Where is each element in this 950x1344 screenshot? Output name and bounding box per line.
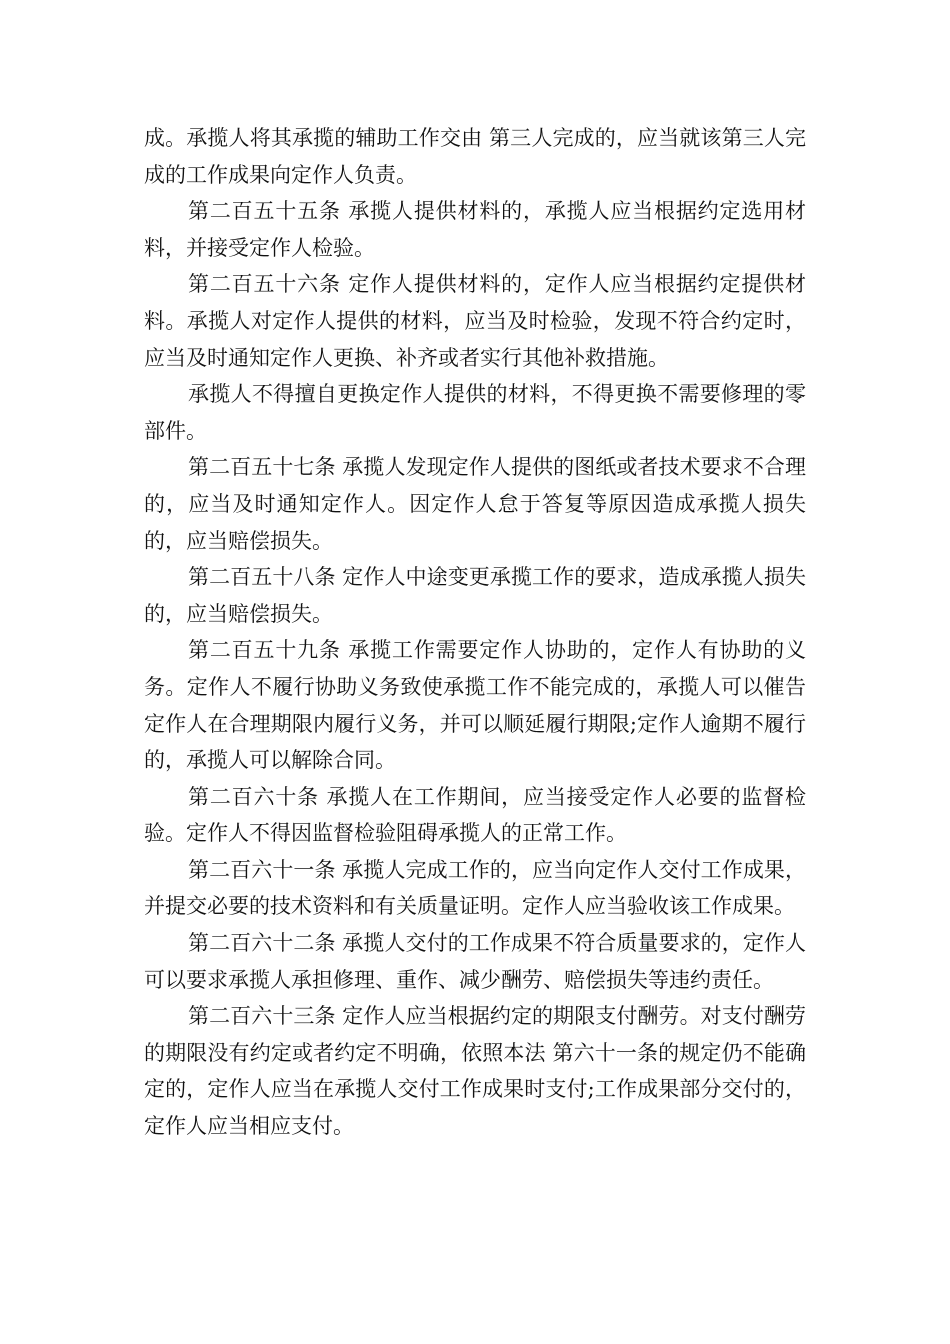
paragraph-continuation: 成。承揽人将其承揽的辅助工作交由 第三人完成的，应当就该第三人完成的工作成果向定作人负责。	[144, 126, 806, 187]
paragraph-article-257: 第二百五十七条 承揽人发现定作人提供的图纸或者技术要求不合理的，应当及时通知定作人。因定作人怠于答复等原因造成承揽人损失的，应当赔偿损失。	[144, 455, 806, 553]
document-page	[144, 120, 806, 1145]
paragraph-article-259: 第二百五十九条 承揽工作需要定作人协助的，定作人有协助的义务。定作人不履行协助义务致使承揽工作不能完成的，承揽人可以催告定作人在合理期限内履行义务，并可以顺延履行期限;定作人逾期不履行的，承揽人可以解除合同。	[144, 638, 806, 773]
paragraph-article-258: 第二百五十八条 定作人中途变更承揽工作的要求，造成承揽人损失的，应当赔偿损失。	[144, 565, 806, 626]
paragraph-article-261: 第二百六十一条 承揽人完成工作的，应当向定作人交付工作成果，并提交必要的技术资料和有关质量证明。定作人应当验收该工作成果。	[144, 857, 806, 919]
paragraph-article-256-clause: 承揽人不得擅自更换定作人提供的材料，不得更换不需要修理的零部件。	[144, 382, 806, 443]
paragraph-article-255: 第二百五十五条 承揽人提供材料的，承揽人应当根据约定选用材料，并接受定作人检验。	[144, 199, 806, 260]
paragraph-article-263: 第二百六十三条 定作人应当根据约定的期限支付酬劳。对支付酬劳的期限没有约定或者约定不明确，依照本法 第六十一条的规定仍不能确定的，定作人应当在承揽人交付工作成果时支付;工作成果部分交付的，定作人应当相应支付。	[144, 1004, 806, 1139]
paragraph-article-262: 第二百六十二条 承揽人交付的工作成果不符合质量要求的，定作人可以要求承揽人承担修理、重作、减少酬劳、赔偿损失等违约责任。	[144, 931, 806, 992]
paragraph-article-256: 第二百五十六条 定作人提供材料的，定作人应当根据约定提供材料。承揽人对定作人提供的材料，应当及时检验，发现不符合约定时，应当及时通知定作人更换、补齐或者实行其他补救措施。	[144, 272, 806, 370]
paragraph-article-260: 第二百六十条 承揽人在工作期间，应当接受定作人必要的监督检验。定作人不得因监督检验阻碍承揽人的正常工作。	[144, 784, 806, 846]
